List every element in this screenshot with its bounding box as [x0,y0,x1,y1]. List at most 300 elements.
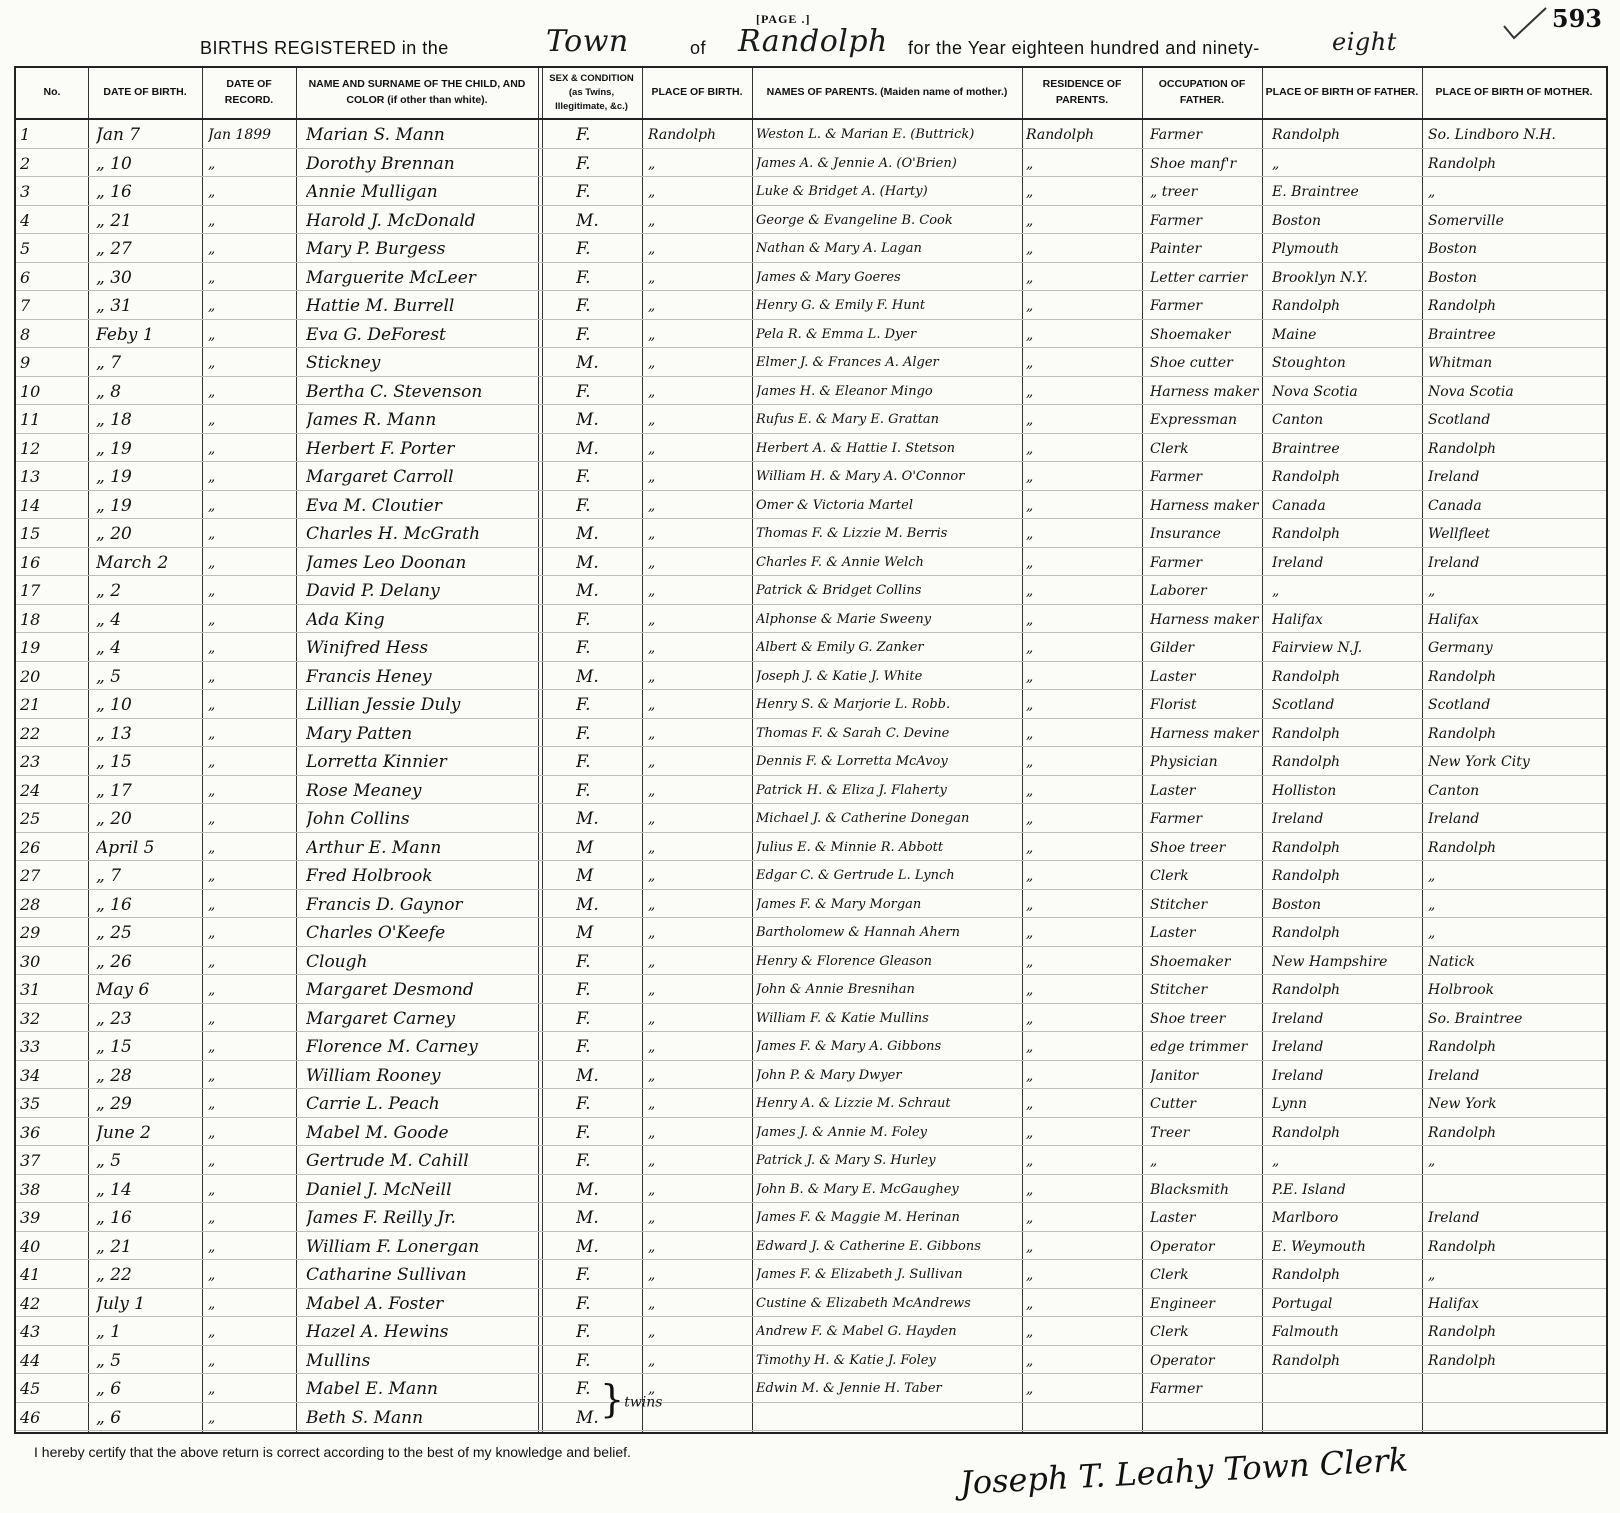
header-no: No. [43,86,61,99]
cell-mother-birthplace: Ireland [1428,554,1480,571]
cell-sex: M. [576,809,599,829]
table-row [16,548,1606,577]
cell-parents: William H. & Mary A. O'Connor [756,469,965,484]
cell-father-birthplace: Lynn [1272,1096,1307,1112]
cell-occupation: Florist [1150,697,1197,713]
cell-parents: William F. & Katie Mullins [756,1010,929,1026]
cell-place-of-birth: „ [648,782,656,799]
table-row [16,1203,1606,1232]
cell-occupation: Insurance [1150,526,1221,542]
cell-residence: „ [1026,497,1034,514]
cell-place-of-birth: „ [648,896,656,913]
cell-date-of-birth: „ 21 [96,1236,132,1257]
cell-occupation: Laster [1150,782,1196,799]
header-child-name: NAME AND SURNAME OF THE CHILD, AND COLOR (if other than white). [308,78,526,106]
table-row [16,377,1606,406]
cell-mother-birthplace: „ [1428,925,1436,941]
title-year-text: for the Year eighteen hundred and ninety- [908,38,1260,58]
cell-residence: „ [1026,1124,1034,1141]
cell-occupation: Laster [1150,1210,1196,1226]
cell-date-of-record: „ [208,184,216,200]
cell-no: 27 [20,866,41,885]
cell-no: 1 [20,125,31,144]
cell-date-of-record: „ [208,1352,216,1369]
cell-child-name: Ada King [306,609,385,630]
cell-sex: F. [576,1122,591,1143]
cell-no: 39 [20,1208,41,1227]
cell-child-name: Herbert F. Porter [306,438,455,459]
cell-mother-birthplace: Ireland [1428,1210,1480,1226]
cell-date-of-birth: Feby 1 [96,324,154,345]
cell-date-of-birth: „ 4 [96,638,122,658]
cell-date-of-birth: „ 10 [96,153,132,174]
cell-sex: F. [576,495,591,516]
cell-occupation: Stitcher [1150,896,1208,913]
cell-child-name: Winifred Hess [306,638,429,658]
cell-date-of-birth: „ 26 [96,951,132,972]
cell-residence: „ [1026,839,1034,856]
cell-parents [756,1403,1022,1431]
cell-date-of-birth: „ 19 [96,495,132,516]
page-label: [PAGE .] [756,12,811,26]
cell-sex: F. [576,467,591,487]
cell-child-name: Lillian Jessie Duly [306,695,461,715]
cell-place-of-birth: „ [648,1267,656,1283]
cell-date-of-record: „ [208,1153,216,1169]
cell-sex: F. [576,695,591,715]
cell-no: 41 [20,1265,41,1284]
cell-father-birthplace: Randolph [1272,1124,1341,1141]
cell-mother-birthplace: Ireland [1428,1067,1480,1084]
cell-occupation: Treer [1150,1124,1190,1141]
cell-father-birthplace [1272,1374,1422,1402]
cell-residence: „ [1026,925,1034,941]
clerk-signature: Joseph T. Leahy Town Clerk [959,1440,1409,1502]
cell-residence: „ [1026,1010,1034,1027]
cell-father-birthplace: Randolph [1272,868,1341,884]
cell-date-of-record: „ [208,298,216,314]
cell-parents: Thomas F. & Sarah C. Devine [756,725,950,741]
cell-date-of-birth: May 6 [96,980,150,1000]
cell-father-birthplace: Randolph [1272,526,1341,542]
cell-date-of-record: „ [208,583,216,599]
cell-child-name: Margaret Carroll [306,467,454,487]
table-row [16,1374,1606,1403]
cell-date-of-record: „ [208,1267,216,1283]
cell-parents: Edward J. & Catherine E. Gibbons [756,1238,981,1254]
cell-date-of-birth: „ 22 [96,1265,132,1285]
cell-parents: Custine & Elizabeth McAndrews [756,1295,971,1311]
cell-residence: „ [1026,640,1034,656]
table-row [16,1004,1606,1033]
cell-place-of-birth: „ [648,326,656,343]
title-of: of [690,38,707,58]
cell-date-of-record: „ [208,1067,216,1084]
cell-date-of-record: „ [208,1096,216,1112]
cell-child-name: Bertha C. Stevenson [306,381,483,402]
cell-date-of-birth: „ 20 [96,524,132,544]
table-row [16,975,1606,1004]
cell-residence: „ [1026,782,1034,799]
cell-mother-birthplace: Randolph [1428,1352,1497,1369]
cell-occupation: Harness maker [1150,611,1259,628]
cell-no: 30 [20,951,41,971]
cell-mother-birthplace: Randolph [1428,155,1497,172]
cell-date-of-record: „ [208,1381,216,1397]
cell-father-birthplace: E. Weymouth [1272,1238,1366,1255]
cell-place-of-birth: „ [648,469,656,485]
cell-date-of-birth: „ 15 [96,752,132,772]
cell-sex: F. [576,980,591,1000]
cell-date-of-record: „ [208,611,216,628]
cell-parents: Weston L. & Marian E. (Buttrick) [756,127,975,142]
cell-no: 17 [20,581,41,600]
twins-brace [600,1374,662,1430]
cell-residence: „ [1026,725,1034,742]
cell-residence: „ [1026,155,1034,172]
cell-occupation: Farmer [1150,554,1203,571]
cell-date-of-birth: „ 14 [96,1179,132,1200]
cell-mother-birthplace: Ireland [1428,469,1480,485]
cell-child-name: Gertrude M. Cahill [306,1151,469,1171]
cell-father-birthplace: „ [1272,583,1280,599]
cell-father-birthplace: Portugal [1272,1295,1333,1312]
cell-father-birthplace: Maine [1272,326,1317,343]
cell-parents: Pela R. & Emma L. Dyer [756,326,917,342]
cell-date-of-birth: „ 5 [96,1350,122,1371]
cell-place-of-birth [648,1403,752,1431]
cell-date-of-birth: June 2 [96,1122,151,1143]
cell-date-of-record: „ [208,811,216,827]
cell-child-name: John Collins [306,809,410,829]
cell-parents: Omer & Victoria Martel [756,497,913,513]
cell-sex: F. [576,1350,591,1371]
cell-child-name: Marian S. Mann [306,125,445,145]
table-row [16,804,1606,833]
cell-father-birthplace: Canton [1272,412,1324,428]
cell-residence: „ [1026,298,1034,314]
cell-child-name: Marguerite McLeer [306,267,476,288]
cell-child-name: Margaret Desmond [306,980,474,1000]
cell-occupation: Farmer [1150,127,1203,143]
table-row [16,1146,1606,1175]
cell-child-name: Mary Patten [306,723,413,744]
cell-date-of-record: „ [208,1324,216,1340]
cell-child-name: Clough [306,951,368,972]
cell-no: 24 [20,780,41,800]
cell-place-of-birth: „ [648,925,656,941]
cell-date-of-birth: „ 13 [96,723,132,744]
table-row [16,833,1606,862]
cell-no: 28 [20,894,41,914]
cell-father-birthplace: Randolph [1272,725,1341,742]
cell-child-name: Lorretta Kinnier [306,752,447,772]
cell-date-of-record: „ [208,355,216,371]
table-row [16,576,1606,605]
cell-child-name: Hazel A. Hewins [306,1322,449,1342]
cell-mother-birthplace: Halifax [1428,611,1479,628]
cell-sex: M [576,837,594,858]
cell-date-of-birth: „ 30 [96,267,132,288]
cell-place-of-birth: „ [648,355,656,371]
cell-father-birthplace: Falmouth [1272,1324,1339,1340]
cell-residence: „ [1026,1210,1034,1226]
cell-date-of-birth: „ 20 [96,809,132,829]
cell-place-of-birth: „ [648,241,656,257]
cell-date-of-record: „ [208,1039,216,1055]
cell-sex: F. [576,153,591,174]
cell-father-birthplace: Braintree [1272,440,1340,457]
cell-occupation: Laster [1150,925,1196,941]
cell-father-birthplace: Holliston [1272,782,1337,799]
cell-residence: „ [1026,526,1034,542]
cell-mother-birthplace [1428,1403,1604,1431]
header-mother-birthplace: PLACE OF BIRTH OF MOTHER. [1435,86,1593,99]
cell-no: 25 [20,809,41,828]
cell-date-of-record: „ [208,1181,216,1198]
cell-occupation: Farmer [1150,212,1203,229]
page-number: 593 [1551,4,1602,33]
cell-date-of-record: „ [208,754,216,770]
cell-occupation: edge trimmer [1150,1039,1248,1055]
cell-father-birthplace: Boston [1272,212,1321,229]
cell-place-of-birth: „ [648,697,656,713]
table-row [16,1260,1606,1289]
cell-child-name: Margaret Carney [306,1008,455,1029]
cell-date-of-birth: „ 5 [96,1151,122,1171]
cell-child-name: Harold J. McDonald [306,210,476,231]
cell-date-of-record: „ [208,896,216,913]
cell-father-birthplace: Randolph [1272,668,1341,685]
cell-occupation: Farmer [1150,1381,1203,1397]
cell-residence: „ [1026,1352,1034,1369]
cell-sex: F. [576,296,591,316]
cell-no: 3 [20,182,31,201]
cell-father-birthplace: Ireland [1272,1039,1324,1055]
table-row [16,1232,1606,1261]
cell-occupation: Farmer [1150,811,1203,827]
cell-occupation: Clerk [1150,868,1189,884]
cell-parents: Henry A. & Lizzie M. Schraut [756,1096,951,1111]
cell-date-of-record: „ [208,1295,216,1312]
cell-mother-birthplace: Whitman [1428,355,1493,371]
cell-no: 33 [20,1037,41,1056]
cell-child-name: Hattie M. Burrell [306,296,455,316]
header-parents: NAMES OF PARENTS. (Maiden name of mother.) [766,86,1008,99]
cell-date-of-birth: „ 15 [96,1037,132,1057]
table-row [16,120,1606,149]
cell-residence: „ [1026,469,1034,485]
cell-occupation: Shoemaker [1150,326,1231,343]
cell-date-of-record: „ [208,526,216,542]
cell-date-of-birth: „ 10 [96,695,132,715]
cell-place-of-birth: „ [648,155,656,172]
cell-date-of-birth: Jan 7 [96,125,141,145]
table-row [16,320,1606,349]
cell-date-of-birth: „ 21 [96,210,132,231]
cell-residence: „ [1026,1324,1034,1340]
table-row [16,149,1606,178]
cell-occupation: Clerk [1150,1267,1189,1283]
births-table [14,66,1608,1434]
cell-place-of-birth: „ [648,982,656,998]
table-row [16,405,1606,434]
cell-place-of-birth: „ [648,526,656,542]
cell-father-birthplace: „ [1272,1153,1280,1169]
cell-date-of-record: „ [208,383,216,400]
cell-sex: F. [576,125,591,145]
cell-date-of-birth: „ 4 [96,609,122,630]
cell-no: 40 [20,1236,41,1256]
table-row [16,291,1606,320]
cell-mother-birthplace: Randolph [1428,1124,1497,1141]
cell-date-of-birth: „ 17 [96,780,132,801]
cell-date-of-record: „ [208,554,216,571]
cell-date-of-record: „ [208,412,216,428]
cell-date-of-birth: „ 31 [96,296,132,316]
cell-child-name: Rose Meaney [306,780,422,801]
cell-mother-birthplace: Randolph [1428,1039,1497,1055]
cell-sex: M. [576,581,599,601]
cell-no: 13 [20,467,41,486]
table-row [16,890,1606,919]
title-town-name: Randolph [738,24,888,59]
cell-residence: „ [1026,953,1034,970]
cell-father-birthplace: Randolph [1272,982,1341,998]
cell-mother-birthplace: Randolph [1428,298,1497,314]
cell-sex: F. [576,1322,591,1342]
cell-no: 32 [20,1008,41,1028]
table-row [16,462,1606,491]
cell-sex: F. [576,780,591,801]
cell-sex: M. [576,1208,599,1228]
cell-sex: M. [576,552,599,573]
cell-child-name: Mabel M. Goode [306,1122,449,1143]
table-row [16,263,1606,292]
table-row [16,947,1606,976]
cell-occupation: Operator [1150,1352,1215,1369]
cell-date-of-record: „ [208,725,216,742]
cell-no: 38 [20,1179,41,1199]
cell-sex: F. [576,1037,591,1057]
header-date-of-record: DATE OF RECORD. [224,78,274,106]
cell-residence: „ [1026,1096,1034,1112]
cell-residence: „ [1026,697,1034,713]
cell-place-of-birth: „ [648,640,656,656]
cell-mother-birthplace: Canada [1428,497,1482,514]
cell-child-name: Stickney [306,353,381,373]
cell-place-of-birth: „ [648,1039,656,1055]
cell-mother-birthplace: New York [1428,1096,1497,1112]
cell-sex: M. [576,666,599,687]
cell-parents: Patrick H. & Eliza J. Flaherty [756,782,947,798]
cell-residence: „ [1026,668,1034,685]
cell-parents: Timothy H. & Katie J. Foley [756,1352,936,1368]
cell-mother-birthplace: So. Braintree [1428,1010,1523,1027]
cell-occupation: Shoe treer [1150,1010,1226,1027]
cell-child-name: Eva M. Cloutier [306,495,442,516]
cell-residence: „ [1026,326,1034,343]
cell-no: 42 [20,1293,41,1313]
cell-sex: M. [576,1407,599,1428]
cell-child-name: Eva G. DeForest [306,324,446,345]
cell-father-birthplace: Randolph [1272,839,1341,856]
cell-no: 37 [20,1151,41,1170]
cell-parents: Julius E. & Minnie R. Abbott [756,839,944,855]
cell-no: 11 [20,410,41,429]
cell-child-name: Fred Holbrook [306,866,433,886]
cell-place-of-birth: „ [648,1010,656,1027]
header-residence: RESIDENCE OF PARENTS. [1042,78,1122,106]
cell-father-birthplace: Canada [1272,497,1326,514]
brace-icon: } [600,1377,625,1421]
cell-mother-birthplace: „ [1428,1153,1436,1169]
cell-sex: M [576,923,594,943]
cell-place-of-birth: Randolph [648,127,717,143]
cell-parents: John & Annie Bresnihan [756,982,915,997]
cell-occupation: Laster [1150,668,1196,685]
cell-father-birthplace: Halifax [1272,611,1323,628]
cell-place-of-birth: „ [648,725,656,742]
cell-occupation: Cutter [1150,1096,1196,1112]
cell-mother-birthplace: So. Lindboro N.H. [1428,127,1556,143]
cell-place-of-birth: „ [648,383,656,400]
cell-mother-birthplace: Holbrook [1428,982,1495,998]
table-row [16,1032,1606,1061]
cell-parents: James F. & Maggie M. Herinan [756,1210,960,1225]
cell-residence: „ [1026,1381,1034,1397]
cell-sex: M. [576,410,599,430]
cell-child-name: Beth S. Mann [306,1407,424,1428]
cell-mother-birthplace: „ [1428,868,1436,884]
cell-mother-birthplace: Canton [1428,782,1480,799]
cell-occupation: Blacksmith [1150,1181,1230,1198]
cell-place-of-birth: „ [648,1381,656,1397]
table-row [16,1089,1606,1118]
cell-father-birthplace: Ireland [1272,554,1324,571]
cell-sex: M. [576,353,599,373]
cell-parents: Patrick J. & Mary S. Hurley [756,1153,936,1168]
cell-father-birthplace: Brooklyn N.Y. [1272,269,1368,286]
cell-father-birthplace: Randolph [1272,925,1341,941]
cell-place-of-birth: „ [648,868,656,884]
cell-residence: „ [1026,1153,1034,1169]
cell-place-of-birth: „ [648,1352,656,1369]
cell-father-birthplace: Ireland [1272,1010,1324,1027]
cell-no: 14 [20,495,41,515]
cell-residence: „ [1026,355,1034,371]
cell-occupation: Engineer [1150,1295,1215,1312]
cell-child-name: James Leo Doonan [306,552,467,573]
cell-sex: M. [576,1065,599,1086]
cell-occupation: Farmer [1150,298,1203,314]
cell-parents: Luke & Bridget A. (Harty) [756,184,928,199]
cell-place-of-birth: „ [648,953,656,970]
cell-residence: „ [1026,269,1034,286]
cell-father-birthplace: Plymouth [1272,241,1340,257]
cell-child-name: Catharine Sullivan [306,1265,467,1285]
cell-residence: „ [1026,412,1034,428]
cell-sex: F. [576,324,591,345]
cell-residence: „ [1026,583,1034,599]
cell-date-of-record: „ [208,868,216,884]
cell-parents: Rufus E. & Mary E. Grattan [756,412,940,427]
table-row [16,206,1606,235]
cell-parents: James F. & Mary Morgan [756,896,922,912]
cell-date-of-birth: „ 28 [96,1065,132,1086]
cell-child-name: Charles O'Keefe [306,923,446,943]
cell-occupation: Shoemaker [1150,953,1231,970]
